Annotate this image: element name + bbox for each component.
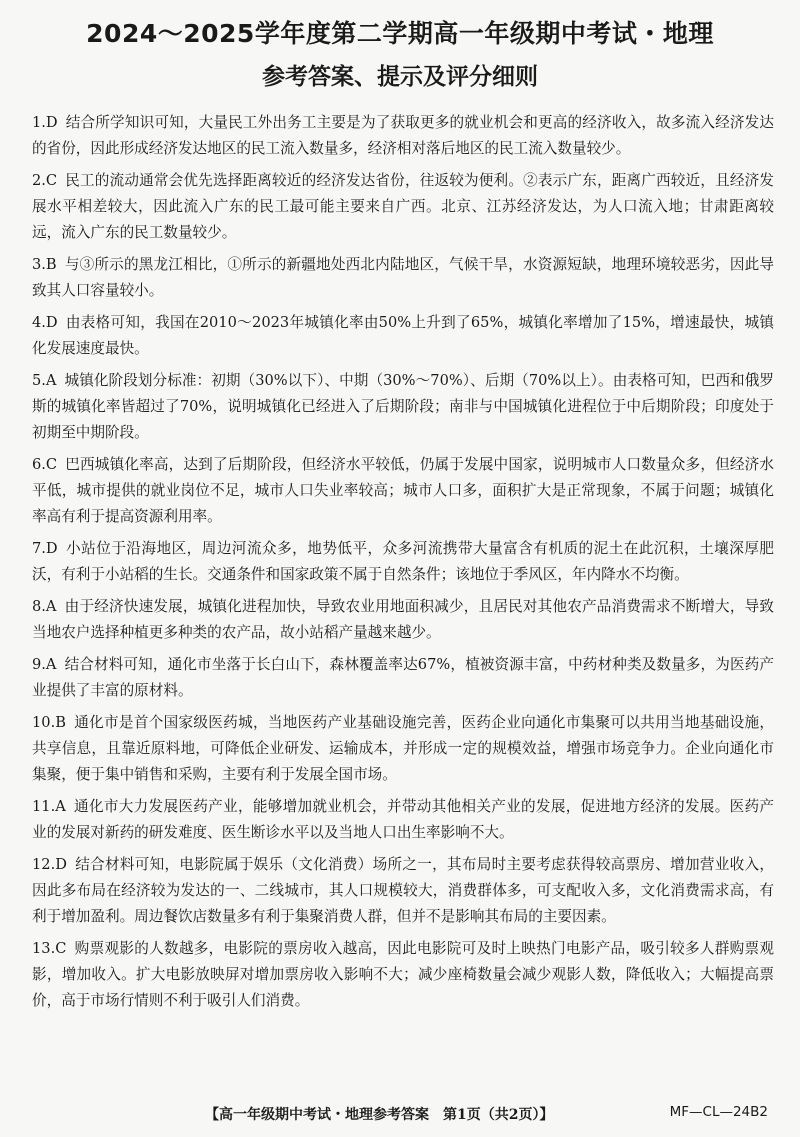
answer-number: 6.C xyxy=(32,456,58,473)
answer-number: 5.A xyxy=(32,372,57,389)
answer-number: 2.C xyxy=(32,172,58,189)
answer-number: 7.D xyxy=(32,540,58,557)
answer-explanation: 通化市大力发展医药产业，能够增加就业机会，并带动其他相关产业的发展，促进地方经济的发展。医药产业的发展对新药的研发难度、医生断诊水平以及当地人口出生率影响不大。 xyxy=(32,798,774,841)
page-subtitle: 参考答案、提示及评分细则 xyxy=(262,64,538,90)
answer-explanation: 与③所示的黑龙江相比，①所示的新疆地处西北内陆地区，气候干旱，水资源短缺，地理环境较恶劣，因此导致其人口容量较小。 xyxy=(32,256,774,299)
answer-item xyxy=(32,936,774,1014)
answer-item xyxy=(32,110,774,162)
answer-item xyxy=(32,368,774,446)
answer-item xyxy=(32,794,774,846)
answer-explanation: 结合材料可知，电影院属于娱乐（文化消费）场所之一，其布局时主要考虑获得较高票房、增加营业收入，因此多布局在经济较为发达的一、二线城市，其人口规模较大，消费群体多，可支配收入多，文化消费需求高，有利于增加盈利。周边餐饮店数量多有利于集聚消费人群，但并不是影响其布局的主要因素。 xyxy=(32,856,774,925)
answer-number: 3.B xyxy=(32,256,57,273)
answer-item xyxy=(32,652,774,704)
answer-number: 1.D xyxy=(32,114,58,131)
footer-doc-code: MF—CL—24B2 xyxy=(669,1104,768,1120)
answer-explanation: 结合材料可知，通化市坐落于长白山下，森林覆盖率达67%，植被资源丰富，中药材种类及数量多，为医药产业提供了丰富的原材料。 xyxy=(32,656,774,699)
answer-explanation: 由表格可知，我国在2010～2023年城镇化率由50%上升到了65%，城镇化率增加了15%，增速最快，城镇化发展速度最快。 xyxy=(32,314,774,357)
page-title: 2024～2025学年度第二学期高一年级期中考试・地理 xyxy=(86,19,714,48)
answer-explanation: 购票观影的人数越多，电影院的票房收入越高，因此电影院可及时上映热门电影产品，吸引较多人群购票观影，增加收入。扩大电影放映屏对增加票房收入影响不大；减少座椅数量会减少观影人数，降低收入；大幅提高票价，高于市场行情则不利于吸引人们消费。 xyxy=(32,940,774,1009)
answer-number: 12.D xyxy=(32,856,67,873)
answer-number: 9.A xyxy=(32,656,57,673)
answer-number: 13.C xyxy=(32,940,67,957)
answer-number: 8.A xyxy=(32,598,57,615)
footer-page-label: 【高一年级期中考试・地理参考答案 第1页（共2页）】 xyxy=(205,1107,554,1123)
answer-explanation: 城镇化阶段划分标准：初期（30%以下）、中期（30%～70%）、后期（70%以上）。由表格可知，巴西和俄罗斯的城镇化率皆超过了70%，说明城镇化已经进入了后期阶段；南非与中国城镇化进程位于中后期阶段；印度处于初期至中期阶段。 xyxy=(32,372,774,441)
answer-explanation: 通化市是首个国家级医药城，当地医药产业基础设施完善，医药企业向通化市集聚可以共用当地基础设施，共享信息，且靠近原料地，可降低企业研发、运输成本，并形成一定的规模效益，增强市场竞争力。企业向通化市集聚，便于集中销售和采购，主要有利于发展全国市场。 xyxy=(32,714,774,783)
page-footer xyxy=(0,1104,800,1128)
answer-item xyxy=(32,168,774,246)
answer-number: 4.D xyxy=(32,314,58,331)
answer-item xyxy=(32,710,774,788)
answer-item xyxy=(32,252,774,304)
answer-item xyxy=(32,536,774,588)
answer-explanation: 由于经济快速发展，城镇化进程加快，导致农业用地面积减少，且居民对其他农产品消费需求不断增大，导致当地农户选择种植更多种类的农产品，故小站稻产量越来越少。 xyxy=(32,598,774,641)
answer-item xyxy=(32,452,774,530)
answer-explanation: 巴西城镇化率高，达到了后期阶段，但经济水平较低，仍属于发展中国家，说明城市人口数量众多，但经济水平低，城市提供的就业岗位不足，城市人口失业率较高；城市人口多，面积扩大是正常现象，不属于问题；城镇化率高有利于提高资源利用率。 xyxy=(32,456,774,525)
answer-number: 10.B xyxy=(32,714,66,731)
answer-item xyxy=(32,594,774,646)
answer-list xyxy=(32,110,774,1020)
answer-explanation: 结合所学知识可知，大量民工外出务工主要是为了获取更多的就业机会和更高的经济收入，故多流入经济发达的省份，因此形成经济发达地区的民工流入数量多，经济相对落后地区的民工流入数量较少。 xyxy=(32,114,774,157)
answer-number: 11.A xyxy=(32,798,66,815)
answer-explanation: 民工的流动通常会优先选择距离较近的经济发达省份，往返较为便利。②表示广东，距离广西较近，且经济发展水平相差较大，因此流入广东的民工最可能主要来自广西。北京、江苏经济发达，为人口流入地；甘肃距离较远，流入广东的民工数量较少。 xyxy=(32,172,774,241)
answer-item xyxy=(32,852,774,930)
answer-explanation: 小站位于沿海地区，周边河流众多，地势低平，众多河流携带大量富含有机质的泥土在此沉积，土壤深厚肥沃，有利于小站稻的生长。交通条件和国家政策不属于自然条件；该地位于季风区，年内降水不均衡。 xyxy=(32,540,774,583)
answer-item xyxy=(32,310,774,362)
